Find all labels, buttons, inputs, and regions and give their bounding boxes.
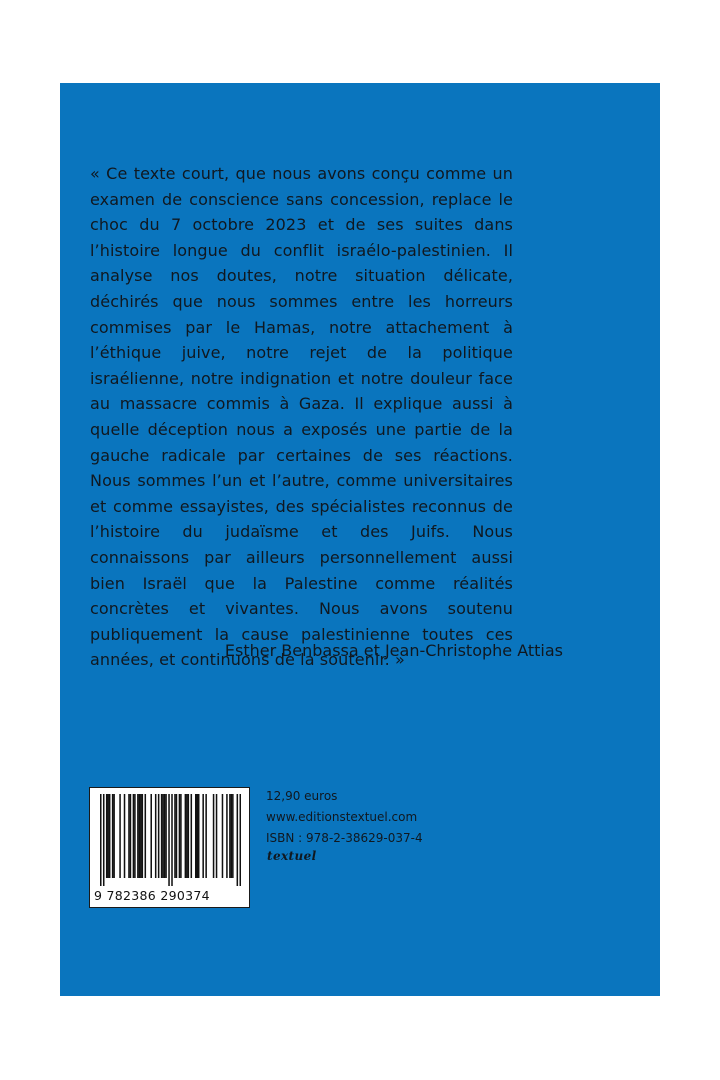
barcode-bar bbox=[107, 794, 109, 878]
barcode-bar bbox=[185, 794, 187, 878]
barcode-bar bbox=[180, 794, 182, 878]
barcode-bar bbox=[106, 794, 108, 878]
barcode-bar bbox=[188, 794, 190, 878]
barcode-bar bbox=[165, 794, 167, 878]
barcode-bar bbox=[191, 794, 193, 878]
barcode-digits: 9 782386 290374 bbox=[94, 888, 210, 903]
barcode-bar bbox=[100, 794, 102, 886]
barcode-bar bbox=[186, 794, 188, 878]
publisher-logo: textuel bbox=[267, 849, 317, 863]
barcode-bar bbox=[174, 794, 176, 878]
barcode-bar bbox=[124, 794, 126, 878]
barcode-bar bbox=[231, 794, 233, 878]
barcode-bar bbox=[164, 794, 166, 878]
barcode-bar bbox=[137, 794, 139, 878]
barcode-bar bbox=[134, 794, 136, 878]
barcode-bar bbox=[202, 794, 204, 878]
barcode-bar bbox=[158, 794, 160, 878]
barcode-bar bbox=[240, 794, 241, 886]
barcode-bar bbox=[229, 794, 231, 878]
barcode-bar bbox=[171, 794, 173, 886]
barcode-bar bbox=[113, 794, 115, 878]
barcode-bar bbox=[140, 794, 142, 878]
barcode-bar bbox=[133, 794, 135, 878]
barcode-bar bbox=[222, 794, 224, 878]
barcode-bar bbox=[128, 794, 130, 878]
blurb-text: « Ce texte court, que nous avons conçu comme un examen de conscience sans concession, replace le choc du 7 octobre 2023 et de ses suites dans l’histoire longue du conflit israélo-palestinien. Il analyse nos doutes, notre situation délicate, déchirés que nous sommes entre les horreurs commises par le Hamas, notre attachement à l’éthique juive, notre rejet de la politique israélienne, notre indignation et notre douleur face au massacre commis à Gaza. Il explique aussi à quelle déception nous a exposés une partie de la gauche radicale par certaines de ses réactions. Nous sommes l’un et l’autre, comme universitaires et comme essayistes, des spécialistes reconnus de l’histoire du judaïsme et des Juifs. Nous connaissons par ailleurs personnellement aussi bien Israël que la Palestine comme réalités concrètes et vivantes. Nous avons soutenu publiquement la cause palestinienne toutes ces années, et continuons de la soutenir. » bbox=[90, 164, 513, 670]
barcode bbox=[89, 787, 250, 908]
barcode-bar bbox=[205, 794, 207, 878]
barcode-bar bbox=[232, 794, 234, 878]
barcode-bar bbox=[142, 794, 144, 878]
barcode-bar bbox=[130, 794, 132, 878]
barcode-bar bbox=[168, 794, 170, 886]
barcode-bar bbox=[198, 794, 200, 878]
barcode-bar bbox=[139, 794, 141, 878]
barcode-bar bbox=[150, 794, 152, 878]
barcode-bar bbox=[161, 794, 163, 878]
barcode-bar bbox=[176, 794, 178, 878]
barcode-bar bbox=[155, 794, 157, 878]
barcode-bar bbox=[226, 794, 228, 878]
barcode-bar bbox=[112, 794, 114, 878]
price: 12,90 euros bbox=[266, 789, 338, 803]
barcode-bar bbox=[195, 794, 197, 878]
barcode-bar bbox=[179, 794, 181, 878]
barcode-bar bbox=[196, 794, 198, 878]
barcode-bar bbox=[213, 794, 215, 878]
barcode-bar bbox=[237, 794, 239, 886]
isbn: ISBN : 978-2-38629-037-4 bbox=[266, 831, 423, 845]
barcode-bar bbox=[119, 794, 121, 878]
barcode-bars bbox=[100, 794, 241, 886]
barcode-bar bbox=[145, 794, 147, 878]
barcode-bar bbox=[109, 794, 111, 878]
barcode-bar bbox=[162, 794, 164, 878]
barcode-bar bbox=[216, 794, 218, 878]
publisher-website: www.editionstextuel.com bbox=[266, 810, 418, 824]
barcode-bar bbox=[103, 794, 105, 886]
book-info bbox=[266, 786, 423, 849]
authors-signature: Esther Benbassa et Jean-Christophe Attias bbox=[224, 641, 563, 660]
